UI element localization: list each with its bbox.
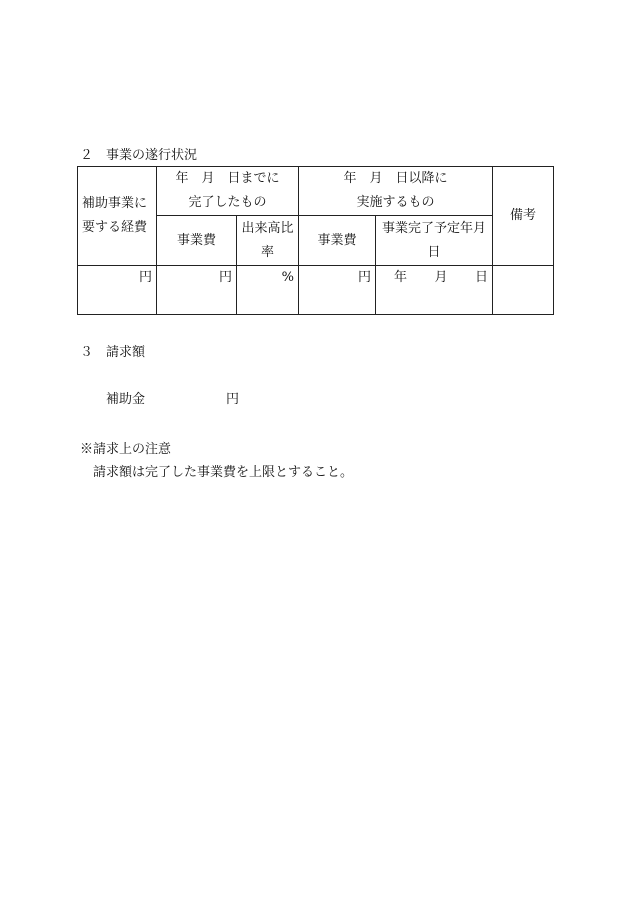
remarks-value-cell — [493, 266, 554, 315]
completion-rate-value-cell: % — [237, 266, 299, 315]
note-text: 請求額は完了した事業費を上限とすること。 — [93, 465, 354, 480]
date-month-label: 月 — [434, 270, 448, 285]
section-3-heading: ３ 請求額 — [80, 345, 146, 360]
planned-group-line1: 年 月 日以降に — [343, 171, 448, 186]
date-day-label: 日 — [475, 270, 489, 285]
completion-rate-header — [237, 216, 299, 266]
completed-group-header — [157, 167, 299, 216]
date-year-label: 年 — [394, 270, 408, 285]
completed-cost-header: 事業費 — [157, 216, 237, 266]
planned-cost-value-cell: 円 — [299, 266, 376, 315]
planned-date-header — [376, 216, 493, 266]
expense-value-cell: 円 — [78, 266, 157, 315]
expense-header-cell — [78, 167, 157, 266]
expense-header-line2: 要する経費 — [82, 220, 148, 235]
section-2-heading: ２ 事業の遂行状況 — [80, 148, 198, 163]
planned-date-value-cell — [376, 266, 493, 315]
completion-rate-line1: 出来高比 — [241, 220, 294, 236]
remarks-header: 備考 — [493, 167, 554, 266]
note-heading: ※請求上の注意 — [80, 442, 172, 457]
completion-rate-line2: 率 — [261, 244, 275, 260]
planned-group-line2: 実施するもの — [356, 195, 435, 210]
planned-date-line1: 事業完了予定年月 — [382, 220, 487, 236]
subsidy-label: 補助金 — [106, 392, 146, 407]
planned-group-header — [299, 167, 493, 216]
completed-group-line1: 年 月 日までに — [175, 171, 280, 186]
subsidy-unit: 円 — [226, 392, 240, 407]
expense-header-line1: 補助事業に — [82, 196, 148, 211]
completed-cost-value-cell: 円 — [157, 266, 237, 315]
progress-table — [77, 166, 554, 315]
completed-group-line2: 完了したもの — [188, 195, 267, 210]
planned-date-line2: 日 — [427, 244, 441, 260]
planned-cost-header: 事業費 — [299, 216, 376, 266]
